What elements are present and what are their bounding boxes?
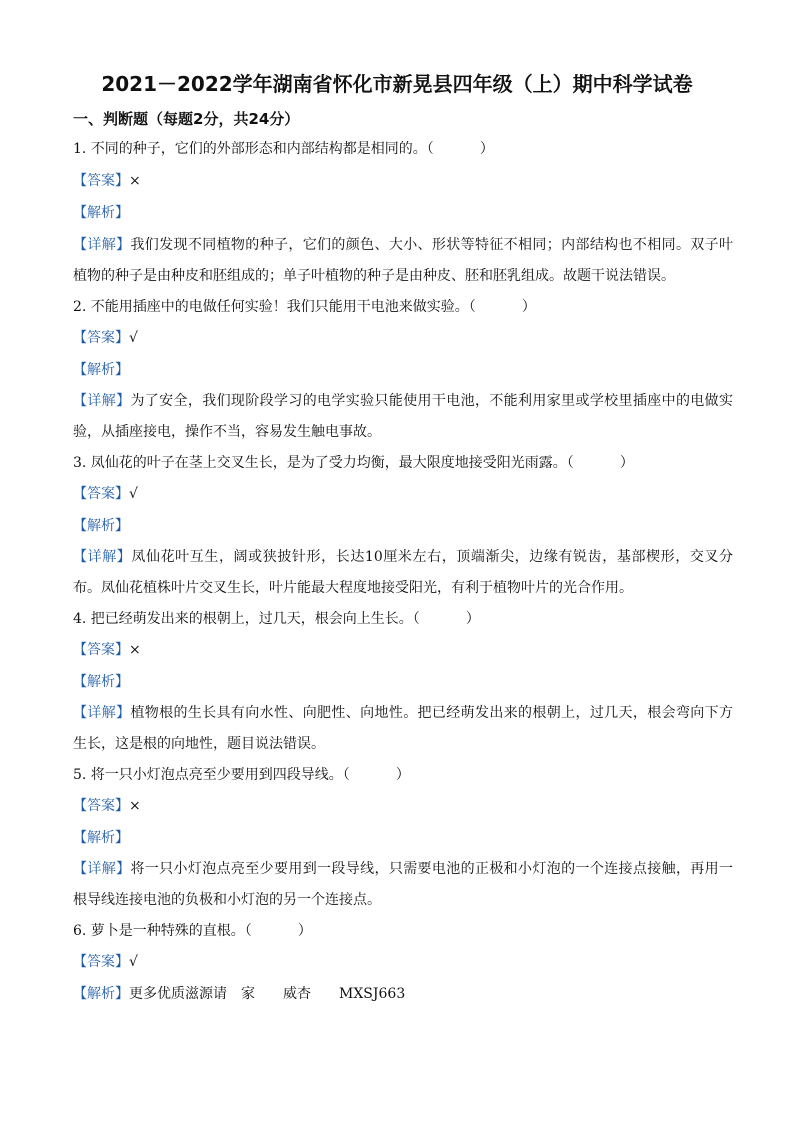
analysis-label: 【解析】 — [73, 674, 129, 690]
detail-label: 【详解】 — [73, 237, 131, 253]
analysis-text: 更多优质滋源请 家 威杏 MXSJ663 — [129, 986, 406, 1002]
question-5-analysis — [73, 828, 733, 848]
question-2-analysis — [73, 360, 733, 380]
question-4-detail-line-2: 生长，这是根的向地性，题目说法错误。 — [73, 736, 325, 752]
answer-label: 【答案】 — [73, 486, 129, 502]
question-5-stem: 5. 将一只小灯泡点亮至少要用到四段导线。（ ） — [73, 767, 410, 783]
question-1-answer: 【答案】× — [73, 173, 141, 189]
question-5-detail-line-1: 【详解】将一只小灯泡点亮至少要用到一段导线，只需要电池的正极和小灯泡的一个连接点接触，再用一 — [73, 861, 734, 877]
page-title: 2021－2022学年湖南省怀化市新晃县四年级（上）期中科学试卷 — [101, 72, 693, 96]
question-2-detail-line-2: 验，从插座接电，操作不当，容易发生触电事故。 — [73, 424, 381, 440]
analysis-label: 【解析】 — [73, 362, 129, 378]
question-4-answer: 【答案】× — [73, 642, 141, 658]
question-3-detail-line-1: 【详解】凤仙花叶互生，阔或狭披针形，长达10厘米左右，顶端渐尖，边缘有锐齿，基部楔形，交叉分 — [73, 549, 734, 565]
analysis-label: 【解析】 — [73, 518, 129, 534]
detail-label: 【详解】 — [73, 705, 131, 721]
question-2-answer: 【答案】√ — [73, 330, 138, 346]
question-6-analysis — [73, 984, 733, 1004]
analysis-label: 【解析】 — [73, 986, 129, 1002]
question-2-stem: 2. 不能用插座中的电做任何实验！我们只能用干电池来做实验。（ ） — [73, 299, 536, 315]
question-6-answer: 【答案】√ — [73, 954, 138, 970]
detail-label: 【详解】 — [73, 861, 131, 877]
question-3-stem: 3. 凤仙花的叶子在茎上交叉生长，是为了受力均衡，最大限度地接受阳光雨露。（ ） — [73, 455, 634, 471]
question-4-stem: 4. 把已经萌发出来的根朝上，过几天，根会向上生长。（ ） — [73, 611, 480, 627]
question-3-answer: 【答案】√ — [73, 486, 138, 502]
question-3-analysis — [73, 516, 733, 536]
question-6-stem: 6. 萝卜是一种特殊的直根。（ ） — [73, 923, 312, 939]
question-2-detail-line-1: 【详解】为了安全，我们现阶段学习的电学实验只能使用干电池，不能利用家里或学校里插座中的电做实 — [73, 393, 734, 409]
question-3-detail-line-2: 布。凤仙花植株叶片交叉生长，叶片能最大程度地接受阳光，有利于植物叶片的光合作用。 — [73, 580, 633, 596]
section-heading: 一、判断题（每题2分，共24分） — [73, 110, 300, 128]
question-4-analysis — [73, 672, 733, 692]
question-5-answer: 【答案】× — [73, 798, 141, 814]
answer-label: 【答案】 — [73, 798, 129, 814]
detail-label: 【详解】 — [73, 549, 132, 565]
answer-label: 【答案】 — [73, 642, 129, 658]
question-5-detail-line-2: 根导线连接电池的负极和小灯泡的另一个连接点。 — [73, 892, 381, 908]
question-1-detail-line-2: 植物的种子是由种皮和胚组成的；单子叶植物的种子是由种皮、胚和胚乳组成。故题干说法错误。 — [73, 268, 675, 284]
question-1-stem: 1. 不同的种子，它们的外部形态和内部结构都是相同的。（ ） — [73, 141, 494, 157]
answer-label: 【答案】 — [73, 173, 129, 189]
answer-label: 【答案】 — [73, 954, 129, 970]
question-1-detail-line-1: 【详解】我们发现不同植物的种子，它们的颜色、大小、形状等特征不相同；内部结构也不相同。双子叶 — [73, 237, 734, 253]
question-1-analysis — [73, 203, 733, 223]
analysis-label: 【解析】 — [73, 205, 129, 221]
question-4-detail-line-1: 【详解】植物根的生长具有向水性、向肥性、向地性。把已经萌发出来的根朝上，过几天，根会弯向下方 — [73, 705, 734, 721]
detail-label: 【详解】 — [73, 393, 131, 409]
answer-label: 【答案】 — [73, 330, 129, 346]
analysis-label: 【解析】 — [73, 830, 129, 846]
